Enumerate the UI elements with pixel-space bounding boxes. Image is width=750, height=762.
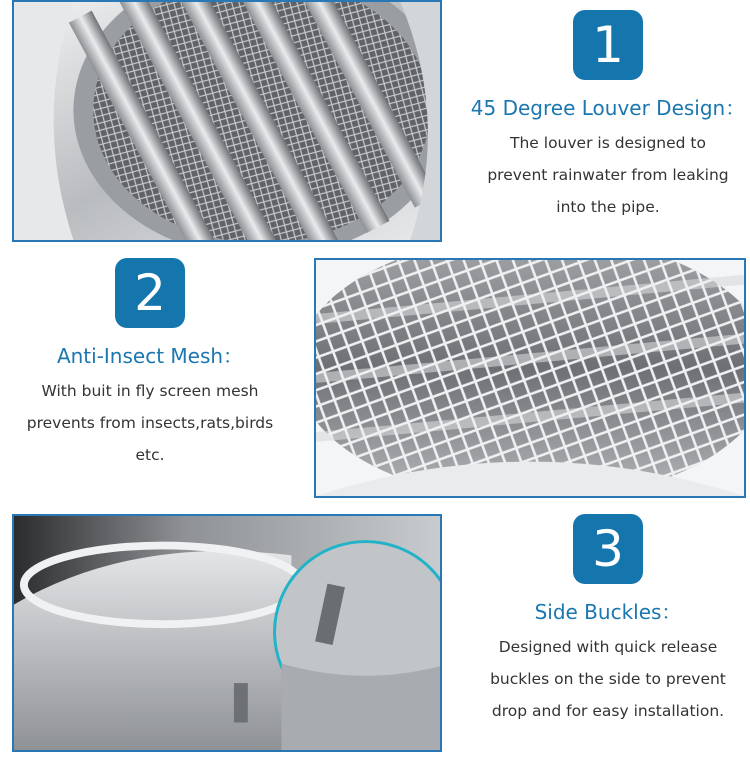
feature-description: Designed with quick release buckles on the side to prevent drop and for easy installation. xyxy=(490,638,726,720)
feature-title: Anti-Insect Mesh： xyxy=(56,344,244,368)
feature-mesh xyxy=(0,258,300,471)
buckles-photo xyxy=(12,514,442,752)
buckles-illustration xyxy=(14,516,440,750)
feature-description: With buit in fly screen mesh prevents from insects,rats,birds etc. xyxy=(26,382,274,464)
feature-description: The louver is designed to prevent rainwater from leaking into the pipe. xyxy=(487,134,729,216)
louver-photo xyxy=(12,0,442,242)
feature-number-badge: 1 xyxy=(573,10,643,80)
feature-title: 45 Degree Louver Design： xyxy=(470,96,746,120)
mesh-illustration xyxy=(316,260,744,496)
feature-title: Side Buckles： xyxy=(534,600,682,624)
feature-louver xyxy=(458,10,750,223)
mesh-photo xyxy=(314,258,746,498)
feature-number-badge: 2 xyxy=(115,258,185,328)
feature-buckles xyxy=(458,514,750,727)
feature-number-badge: 3 xyxy=(573,514,643,584)
louver-illustration xyxy=(14,2,440,240)
